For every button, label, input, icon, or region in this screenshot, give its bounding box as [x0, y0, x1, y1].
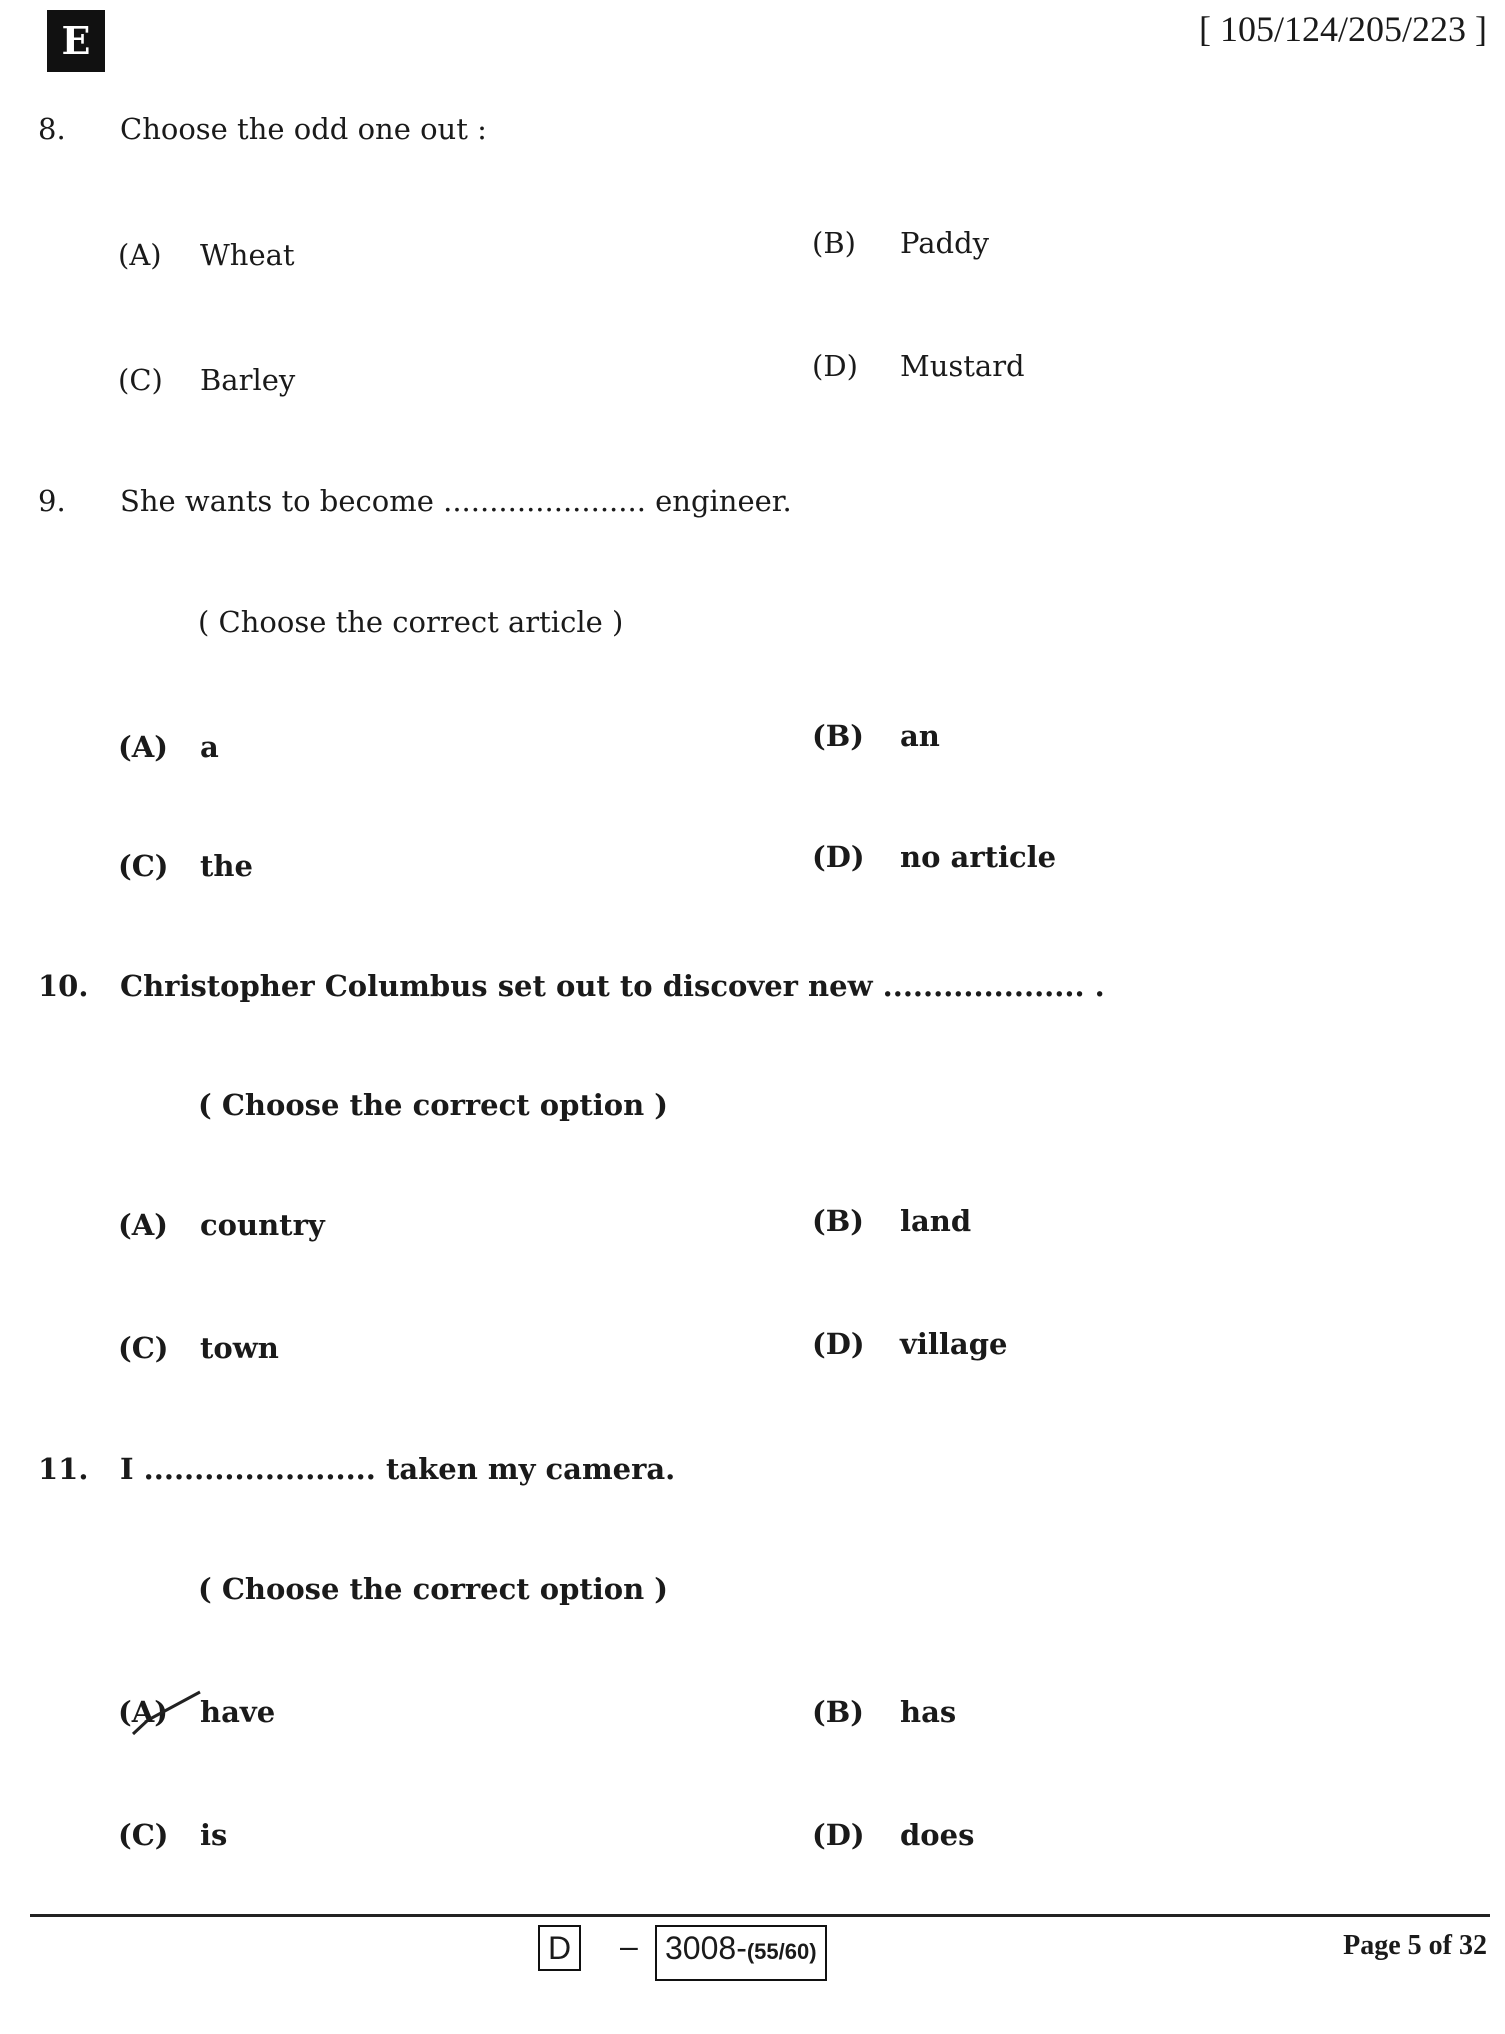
option-label: (B) [812, 1695, 864, 1729]
option-text: Paddy [900, 226, 990, 260]
option-text: Wheat [200, 238, 295, 272]
option-text: the [200, 849, 253, 883]
option-label: (D) [812, 1818, 865, 1852]
question-text: I ....................... taken my camera. [120, 1452, 676, 1486]
option-label: (C) [118, 849, 169, 883]
option-label: (C) [118, 1818, 169, 1852]
question-instruction: ( Choose the correct option ) [198, 1572, 669, 1606]
option-text: has [900, 1695, 957, 1729]
question-instruction: ( Choose the correct article ) [198, 605, 624, 639]
option-text: a [200, 730, 219, 764]
option-text: Barley [200, 363, 296, 397]
booklet-code-suffix: (55/60) [746, 1939, 817, 1964]
option-label: (B) [812, 719, 864, 753]
question-number: 8. [38, 112, 66, 146]
option-text: village [900, 1327, 1008, 1361]
option-text: country [200, 1208, 325, 1242]
option-text: Mustard [900, 349, 1025, 383]
option-label: (D) [812, 349, 858, 383]
question-text: Christopher Columbus set out to discover new .................... . [120, 969, 1105, 1003]
question-number: 9. [38, 484, 66, 518]
option-label: (A) [118, 1208, 168, 1242]
handwritten-tick-mark-icon [128, 1690, 208, 1740]
footer-dash: – [620, 1928, 638, 1964]
booklet-code-box [655, 1925, 827, 1981]
question-instruction: ( Choose the correct option ) [198, 1088, 669, 1122]
option-label: (B) [812, 226, 856, 260]
booklet-code: 3008- [665, 1930, 747, 1966]
option-label: (A) [118, 1695, 168, 1729]
option-label: (A) [118, 238, 162, 272]
page-number: Page 5 of 32 [1343, 1930, 1487, 1961]
option-text: town [200, 1331, 279, 1365]
series-box: D [538, 1925, 581, 1971]
option-label: (C) [118, 363, 163, 397]
option-text: is [200, 1818, 228, 1852]
option-label: (D) [812, 840, 865, 874]
option-text: an [900, 719, 940, 753]
question-text: Choose the odd one out : [120, 112, 487, 146]
question-number: 11. [38, 1452, 89, 1486]
option-text: have [200, 1695, 276, 1729]
set-letter-badge: E [47, 10, 105, 72]
paper-codes: [ 105/124/205/223 ] [1199, 9, 1487, 49]
option-label: (C) [118, 1331, 169, 1365]
option-text: land [900, 1204, 972, 1238]
footer-divider [30, 1914, 1490, 1917]
question-text: She wants to become ...................... engineer. [120, 484, 792, 518]
option-text: no article [900, 840, 1057, 874]
option-text: does [900, 1818, 975, 1852]
question-number: 10. [38, 969, 89, 1003]
option-label: (A) [118, 730, 168, 764]
option-label: (D) [812, 1327, 865, 1361]
option-label: (B) [812, 1204, 864, 1238]
